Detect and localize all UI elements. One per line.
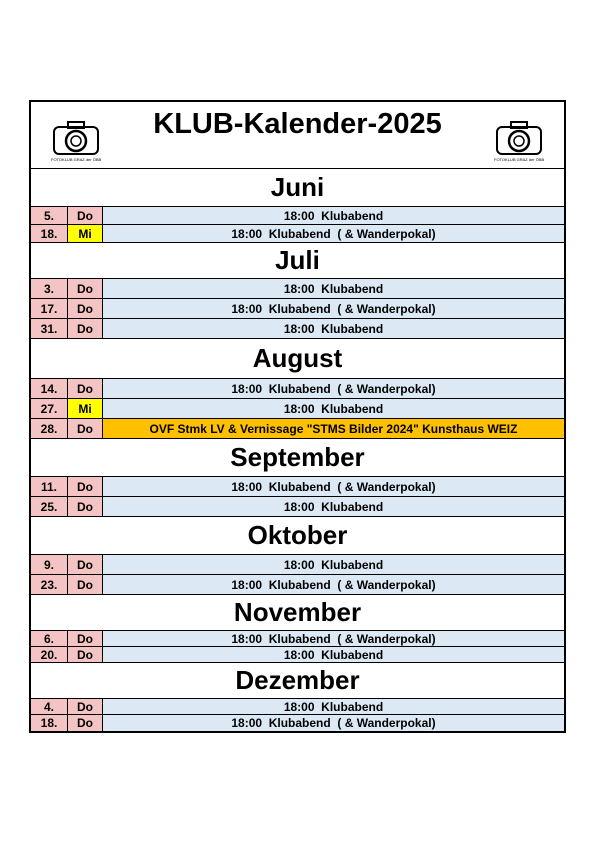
event-day: 11. — [31, 477, 68, 496]
months-container — [31, 169, 564, 731]
month-heading: September — [31, 439, 564, 477]
event-row — [31, 319, 564, 339]
event-text: 18:00 Klubabend ( & Wanderpokal) — [103, 715, 564, 731]
event-day: 23. — [31, 575, 68, 594]
event-row — [31, 647, 564, 663]
event-weekday: Mi — [68, 399, 103, 418]
event-weekday: Mi — [68, 225, 103, 242]
camera-icon — [494, 118, 544, 156]
event-day: 31. — [31, 319, 68, 338]
event-text: 18:00 Klubabend — [103, 319, 564, 338]
event-text: 18:00 Klubabend ( & Wanderpokal) — [103, 225, 564, 242]
event-weekday: Do — [68, 379, 103, 398]
club-logo-right — [494, 118, 544, 164]
event-text: 18:00 Klubabend — [103, 399, 564, 418]
event-text: 18:00 Klubabend — [103, 497, 564, 516]
special-event-text: OVF Stmk LV & Vernissage "STMS Bilder 2024" Kunsthaus WEIZ — [103, 419, 564, 438]
logo-caption: FOTOKLUB GRAZ der ÖBB — [494, 157, 545, 162]
event-weekday: Do — [68, 631, 103, 646]
event-text: 18:00 Klubabend ( & Wanderpokal) — [103, 631, 564, 646]
event-text: 18:00 Klubabend — [103, 555, 564, 574]
event-day: 25. — [31, 497, 68, 516]
event-row — [31, 497, 564, 517]
event-text: 18:00 Klubabend — [103, 699, 564, 714]
event-row — [31, 575, 564, 595]
event-weekday: Do — [68, 477, 103, 496]
event-weekday: Do — [68, 299, 103, 318]
month-heading: Dezember — [31, 663, 564, 699]
event-text: 18:00 Klubabend ( & Wanderpokal) — [103, 379, 564, 398]
event-text: 18:00 Klubabend — [103, 207, 564, 224]
event-day: 28. — [31, 419, 68, 438]
event-day: 14. — [31, 379, 68, 398]
month-heading: Juli — [31, 243, 564, 279]
event-weekday: Do — [68, 207, 103, 224]
event-day: 4. — [31, 699, 68, 714]
calendar-header — [31, 102, 564, 169]
month-heading: Juni — [31, 169, 564, 207]
event-weekday: Do — [68, 715, 103, 731]
event-row — [31, 279, 564, 299]
event-row — [31, 399, 564, 419]
event-day: 27. — [31, 399, 68, 418]
event-text: 18:00 Klubabend ( & Wanderpokal) — [103, 299, 564, 318]
event-weekday: Do — [68, 497, 103, 516]
event-weekday: Do — [68, 575, 103, 594]
event-row — [31, 207, 564, 225]
event-row — [31, 419, 564, 439]
event-row — [31, 225, 564, 243]
event-row — [31, 379, 564, 399]
event-day: 9. — [31, 555, 68, 574]
event-text: 18:00 Klubabend — [103, 647, 564, 662]
event-row — [31, 631, 564, 647]
event-weekday: Do — [68, 555, 103, 574]
month-heading: November — [31, 595, 564, 631]
event-day: 20. — [31, 647, 68, 662]
event-weekday: Do — [68, 419, 103, 438]
event-row — [31, 715, 564, 731]
event-day: 18. — [31, 225, 68, 242]
event-day: 18. — [31, 715, 68, 731]
month-heading: Oktober — [31, 517, 564, 555]
month-heading: August — [31, 339, 564, 379]
event-weekday: Do — [68, 279, 103, 298]
event-row — [31, 299, 564, 319]
event-day: 5. — [31, 207, 68, 224]
event-weekday: Do — [68, 319, 103, 338]
event-text: 18:00 Klubabend — [103, 279, 564, 298]
logo-caption: FOTOKLUB GRAZ der ÖBB — [51, 157, 102, 162]
event-weekday: Do — [68, 647, 103, 662]
event-weekday: Do — [68, 699, 103, 714]
event-row — [31, 699, 564, 715]
event-day: 3. — [31, 279, 68, 298]
event-row — [31, 555, 564, 575]
event-text: 18:00 Klubabend ( & Wanderpokal) — [103, 575, 564, 594]
event-row — [31, 477, 564, 497]
event-day: 17. — [31, 299, 68, 318]
event-day: 6. — [31, 631, 68, 646]
page-title: KLUB-Kalender-2025 — [153, 108, 442, 140]
event-text: 18:00 Klubabend ( & Wanderpokal) — [103, 477, 564, 496]
calendar-table — [29, 100, 566, 733]
